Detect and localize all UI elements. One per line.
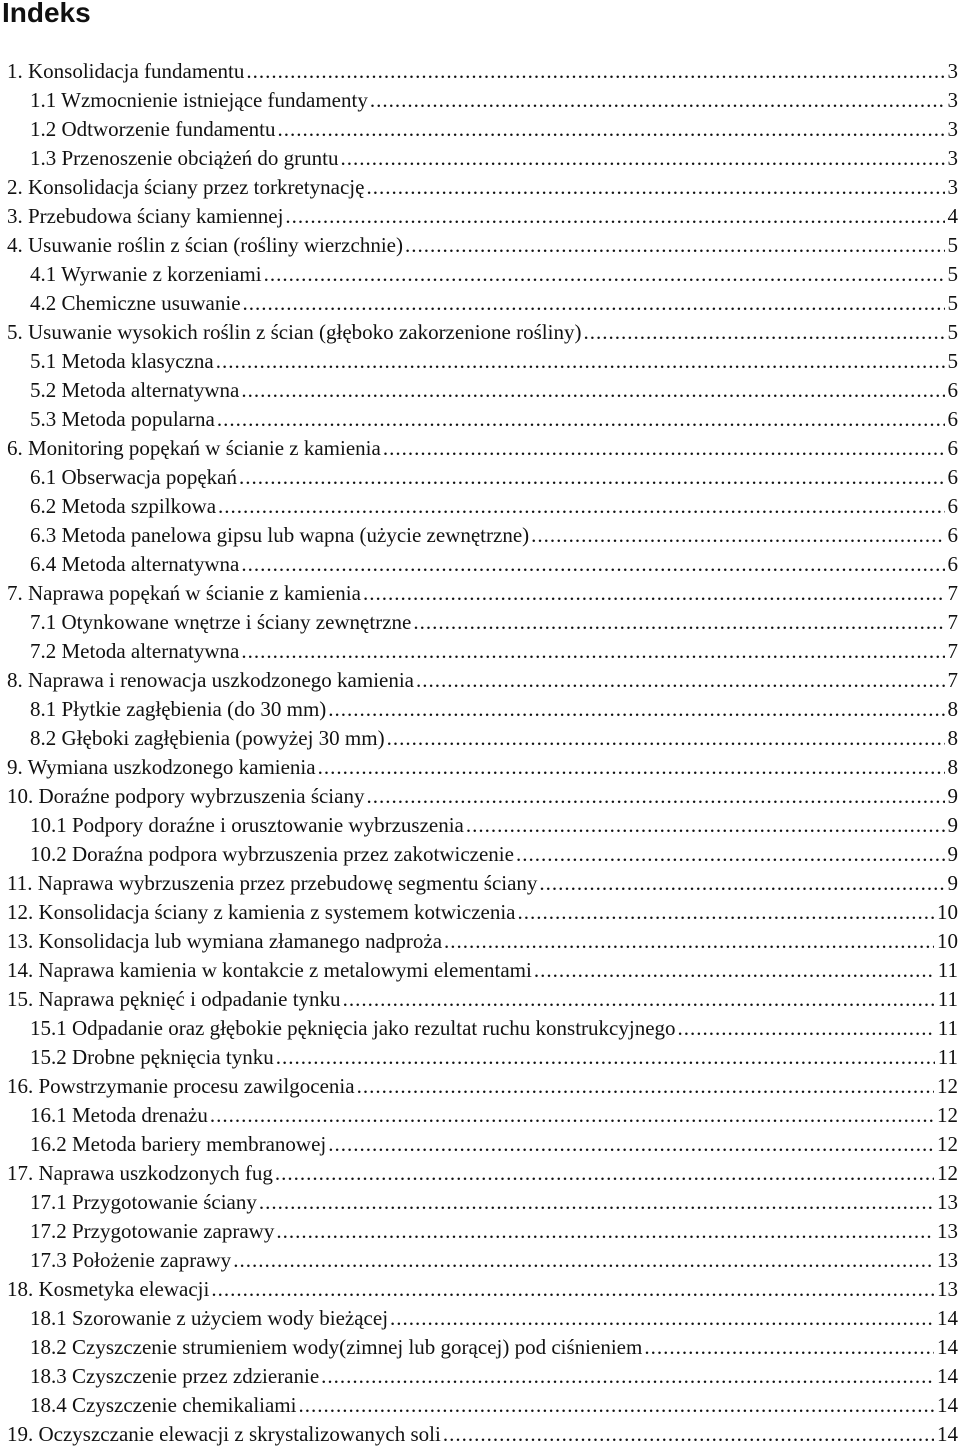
dot-leader: [340, 144, 944, 173]
toc-entry[interactable]: [0, 666, 960, 695]
dot-leader: [275, 1159, 934, 1188]
toc-entry-label: 14. Naprawa kamienia w kontakcie z metalowymi elementami: [7, 958, 532, 982]
toc-entry-label: 15.2 Drobne pęknięcia tynku: [30, 1045, 274, 1069]
toc-entry-page-number: 7: [947, 581, 958, 605]
toc-entry-label: 1.3 Przenoszenie obciążeń do gruntu: [30, 146, 339, 170]
toc-entry-label: 5. Usuwanie wysokich roślin z ścian (głęboko zakorzenione rośliny): [7, 320, 582, 344]
dot-leader: [413, 608, 944, 637]
toc-entry-label: 16. Powstrzymanie procesu zawilgocenia: [7, 1074, 355, 1098]
toc-entry-page-number: 5: [947, 349, 958, 373]
toc-entry-page-number: 5: [947, 262, 958, 286]
dot-leader: [318, 753, 945, 782]
toc-entry[interactable]: [0, 1362, 960, 1391]
toc-entry[interactable]: [0, 347, 960, 376]
toc-entry-label: 16.2 Metoda bariery membranowej: [30, 1132, 327, 1156]
toc-entry[interactable]: [0, 608, 960, 637]
toc-entry-page-number: 6: [947, 465, 958, 489]
toc-entry[interactable]: [0, 1072, 960, 1101]
toc-entry-page-number: 9: [947, 871, 958, 895]
toc-entry[interactable]: [0, 231, 960, 260]
toc-entry[interactable]: [0, 86, 960, 115]
toc-entry[interactable]: [0, 405, 960, 434]
toc-entry-page-number: 6: [947, 407, 958, 431]
toc-entry-page-number: 3: [947, 117, 958, 141]
dot-leader: [443, 1420, 934, 1449]
toc-entry[interactable]: [0, 318, 960, 347]
toc-entry[interactable]: [0, 1130, 960, 1159]
toc-entry-label: 3. Przebudowa ściany kamiennej: [7, 204, 284, 228]
toc-entry[interactable]: [0, 1217, 960, 1246]
toc-entry-label: 5.1 Metoda klasyczna: [30, 349, 214, 373]
toc-entry[interactable]: [0, 1246, 960, 1275]
toc-entry-page-number: 10: [937, 929, 958, 953]
toc-entry-page-number: 11: [937, 1045, 958, 1069]
dot-leader: [321, 1362, 934, 1391]
toc-entry-label: 4.1 Wyrwanie z korzeniami: [30, 262, 262, 286]
dot-leader: [241, 550, 944, 579]
toc-entry-label: 15.1 Odpadanie oraz głębokie pęknięcia jako rezultat ruchu konstrukcyjnego: [30, 1016, 676, 1040]
toc-entry[interactable]: [0, 173, 960, 202]
toc-entry[interactable]: [0, 579, 960, 608]
toc-entry-page-number: 14: [937, 1306, 958, 1330]
toc-entry-page-number: 5: [947, 233, 958, 257]
toc-entry-label: 6.2 Metoda szpilkowa: [30, 494, 217, 518]
dot-leader: [298, 1391, 934, 1420]
toc-entry-label: 8.2 Głęboki zagłębienia (powyżej 30 mm): [30, 726, 385, 750]
toc-entry-label: 6.3 Metoda panelowa gipsu lub wapna (użycie zewnętrzne): [30, 523, 530, 547]
toc-entry-label: 4.2 Chemiczne usuwanie: [30, 291, 241, 315]
dot-leader: [357, 1072, 934, 1101]
toc-entry-page-number: 12: [937, 1103, 958, 1127]
toc-entry-page-number: 12: [937, 1161, 958, 1185]
dot-leader: [216, 347, 945, 376]
toc-entry[interactable]: [0, 1159, 960, 1188]
toc-entry[interactable]: [0, 1043, 960, 1072]
toc-entry-label: 8. Naprawa i renowacja uszkodzonego kamienia: [7, 668, 414, 692]
dot-leader: [363, 579, 945, 608]
toc-entry-label: 18.2 Czyszczenie strumieniem wody(zimnej lub gorącej) pod ciśnieniem: [30, 1335, 643, 1359]
dot-leader: [210, 1101, 934, 1130]
dot-leader: [211, 1275, 934, 1304]
toc-entry[interactable]: [0, 492, 960, 521]
toc-entry[interactable]: [0, 811, 960, 840]
toc-entry-page-number: 14: [937, 1422, 958, 1446]
toc-entry-label: 15. Naprawa pęknięć i odpadanie tynku: [7, 987, 341, 1011]
toc-entry[interactable]: [0, 1333, 960, 1362]
toc-entry-page-number: 8: [947, 697, 958, 721]
toc-entry-page-number: 14: [937, 1393, 958, 1417]
toc-entry[interactable]: [0, 1188, 960, 1217]
toc-entry-label: 5.3 Metoda popularna: [30, 407, 215, 431]
dot-leader: [390, 1304, 934, 1333]
toc-entry-label: 6.4 Metoda alternatywna: [30, 552, 240, 576]
toc-entry[interactable]: [0, 376, 960, 405]
toc-entry[interactable]: [0, 550, 960, 579]
toc-entry[interactable]: [0, 434, 960, 463]
toc-entry-page-number: 12: [937, 1132, 958, 1156]
toc-entry-label: 1. Konsolidacja fundamentu: [7, 59, 245, 83]
toc-entry-page-number: 13: [937, 1248, 958, 1272]
dot-leader: [383, 434, 945, 463]
toc-entry[interactable]: [0, 782, 960, 811]
toc-entry-label: 7. Naprawa popękań w ścianie z kamienia: [7, 581, 361, 605]
toc-entry-label: 16.1 Metoda drenażu: [30, 1103, 208, 1127]
toc-entry-label: 1.1 Wzmocnienie istniejące fundamenty: [30, 88, 368, 112]
toc-entry-label: 13. Konsolidacja lub wymiana złamanego nadproża: [7, 929, 443, 953]
toc-entry-page-number: 7: [947, 668, 958, 692]
toc-entry[interactable]: [0, 927, 960, 956]
dot-leader: [276, 1043, 935, 1072]
dot-leader: [264, 260, 945, 289]
dot-leader: [370, 86, 945, 115]
toc-entry[interactable]: [0, 724, 960, 753]
dot-leader: [243, 289, 945, 318]
toc-entry[interactable]: [0, 1101, 960, 1130]
dot-leader: [531, 521, 944, 550]
toc-entry[interactable]: [0, 289, 960, 318]
toc-entry-label: 17.1 Przygotowanie ściany: [30, 1190, 257, 1214]
toc-entry-label: 4. Usuwanie roślin z ścian (rośliny wierzchnie): [7, 233, 403, 257]
toc-entry[interactable]: [0, 57, 960, 86]
dot-leader: [218, 492, 944, 521]
toc-entry-page-number: 9: [947, 842, 958, 866]
dot-leader: [366, 782, 944, 811]
toc-entry-label: 10.2 Doraźna podpora wybrzuszenia przez zakotwiczenie: [30, 842, 514, 866]
toc-entry[interactable]: [0, 144, 960, 173]
toc-entry-page-number: 7: [947, 639, 958, 663]
page-title: Indeks: [2, 0, 91, 28]
dot-leader: [539, 869, 944, 898]
toc-entry[interactable]: [0, 1420, 960, 1449]
dot-leader: [405, 231, 945, 260]
toc-entry-label: 7.2 Metoda alternatywna: [30, 639, 240, 663]
toc-entry[interactable]: [0, 1304, 960, 1333]
dot-leader: [583, 318, 944, 347]
toc-entry-label: 17.3 Położenie zaprawy: [30, 1248, 232, 1272]
toc-entry[interactable]: [0, 202, 960, 231]
toc-entry[interactable]: [0, 463, 960, 492]
toc-entry[interactable]: [0, 985, 960, 1014]
toc-entry-label: 8.1 Płytkie zagłębienia (do 30 mm): [30, 697, 327, 721]
toc-entry-label: 18.3 Czyszczenie przez zdzieranie: [30, 1364, 320, 1388]
toc-entry-label: 5.2 Metoda alternatywna: [30, 378, 240, 402]
toc-entry-page-number: 7: [947, 610, 958, 634]
toc-entry-label: 6.1 Obserwacja popękań: [30, 465, 238, 489]
toc-entry-label: 18.4 Czyszczenie chemikaliami: [30, 1393, 297, 1417]
dot-leader: [366, 173, 944, 202]
dot-leader: [678, 1014, 935, 1043]
toc-entry-label: 7.1 Otynkowane wnętrze i ściany zewnętrzne: [30, 610, 412, 634]
toc-entry-label: 19. Oczyszczanie elewacji z skrystalizowanych soli: [7, 1422, 441, 1446]
dot-leader: [239, 463, 944, 492]
toc-entry-page-number: 11: [937, 1016, 958, 1040]
toc-entry[interactable]: [0, 637, 960, 666]
toc-entry-page-number: 13: [937, 1190, 958, 1214]
toc-entry-page-number: 9: [947, 813, 958, 837]
dot-leader: [285, 202, 944, 231]
dot-leader: [276, 1217, 934, 1246]
toc-entry-page-number: 6: [947, 552, 958, 576]
dot-leader: [278, 115, 945, 144]
toc-entry-page-number: 10: [937, 900, 958, 924]
dot-leader: [217, 405, 945, 434]
dot-leader: [246, 57, 944, 86]
toc-entry-page-number: 14: [937, 1364, 958, 1388]
toc-entry-page-number: 4: [947, 204, 958, 228]
dot-leader: [644, 1333, 934, 1362]
dot-leader: [343, 985, 935, 1014]
dot-leader: [241, 376, 944, 405]
dot-leader: [518, 898, 934, 927]
dot-leader: [328, 695, 944, 724]
toc-entry-page-number: 8: [947, 726, 958, 750]
toc-entry-label: 18. Kosmetyka elewacji: [7, 1277, 210, 1301]
toc-entry-page-number: 5: [947, 291, 958, 315]
toc-entry-page-number: 11: [937, 987, 958, 1011]
toc-entry-page-number: 3: [947, 88, 958, 112]
toc-entry-page-number: 12: [937, 1074, 958, 1098]
dot-leader: [259, 1188, 934, 1217]
dot-leader: [241, 637, 944, 666]
toc-entry-page-number: 3: [947, 146, 958, 170]
toc-entry[interactable]: [0, 1391, 960, 1420]
toc-entry-label: 9. Wymiana uszkodzonego kamienia: [7, 755, 316, 779]
toc-entry[interactable]: [0, 840, 960, 869]
toc-entry-page-number: 3: [947, 175, 958, 199]
toc-entry[interactable]: [0, 1275, 960, 1304]
toc-entry-page-number: 6: [947, 378, 958, 402]
toc-entry[interactable]: [0, 753, 960, 782]
dot-leader: [534, 956, 935, 985]
toc-entry-page-number: 13: [937, 1219, 958, 1243]
toc-entry-page-number: 6: [947, 523, 958, 547]
toc-entry[interactable]: [0, 869, 960, 898]
table-of-contents: [0, 57, 960, 1449]
toc-entry-label: 18.1 Szorowanie z użyciem wody bieżącej: [30, 1306, 389, 1330]
toc-entry-page-number: 3: [947, 59, 958, 83]
dot-leader: [466, 811, 945, 840]
toc-entry[interactable]: [0, 695, 960, 724]
dot-leader: [233, 1246, 934, 1275]
toc-entry[interactable]: [0, 898, 960, 927]
dot-leader: [516, 840, 945, 869]
toc-entry-page-number: 8: [947, 755, 958, 779]
toc-entry-label: 10. Doraźne podpory wybrzuszenia ściany: [7, 784, 365, 808]
toc-entry[interactable]: [0, 115, 960, 144]
toc-entry-label: 17. Naprawa uszkodzonych fug: [7, 1161, 273, 1185]
toc-entry-label: 10.1 Podpory doraźne i orusztowanie wybrzuszenia: [30, 813, 464, 837]
toc-entry-label: 6. Monitoring popękań w ścianie z kamienia: [7, 436, 381, 460]
toc-entry[interactable]: [0, 260, 960, 289]
toc-entry-page-number: 13: [937, 1277, 958, 1301]
toc-entry-page-number: 5: [947, 320, 958, 344]
dot-leader: [387, 724, 945, 753]
dot-leader: [328, 1130, 934, 1159]
toc-entry[interactable]: [0, 521, 960, 550]
toc-entry-page-number: 14: [937, 1335, 958, 1359]
toc-entry-page-number: 11: [937, 958, 958, 982]
dot-leader: [416, 666, 945, 695]
toc-entry-label: 2. Konsolidacja ściany przez torkretynację: [7, 175, 365, 199]
toc-entry-page-number: 9: [947, 784, 958, 808]
toc-entry-label: 12. Konsolidacja ściany z kamienia z systemem kotwiczenia: [7, 900, 516, 924]
toc-entry[interactable]: [0, 1014, 960, 1043]
toc-entry-label: 11. Naprawa wybrzuszenia przez przebudowę segmentu ściany: [7, 871, 538, 895]
toc-entry-label: 17.2 Przygotowanie zaprawy: [30, 1219, 275, 1243]
toc-entry-page-number: 6: [947, 436, 958, 460]
toc-entry-label: 1.2 Odtworzenie fundamentu: [30, 117, 276, 141]
toc-entry-page-number: 6: [947, 494, 958, 518]
dot-leader: [444, 927, 934, 956]
toc-entry[interactable]: [0, 956, 960, 985]
